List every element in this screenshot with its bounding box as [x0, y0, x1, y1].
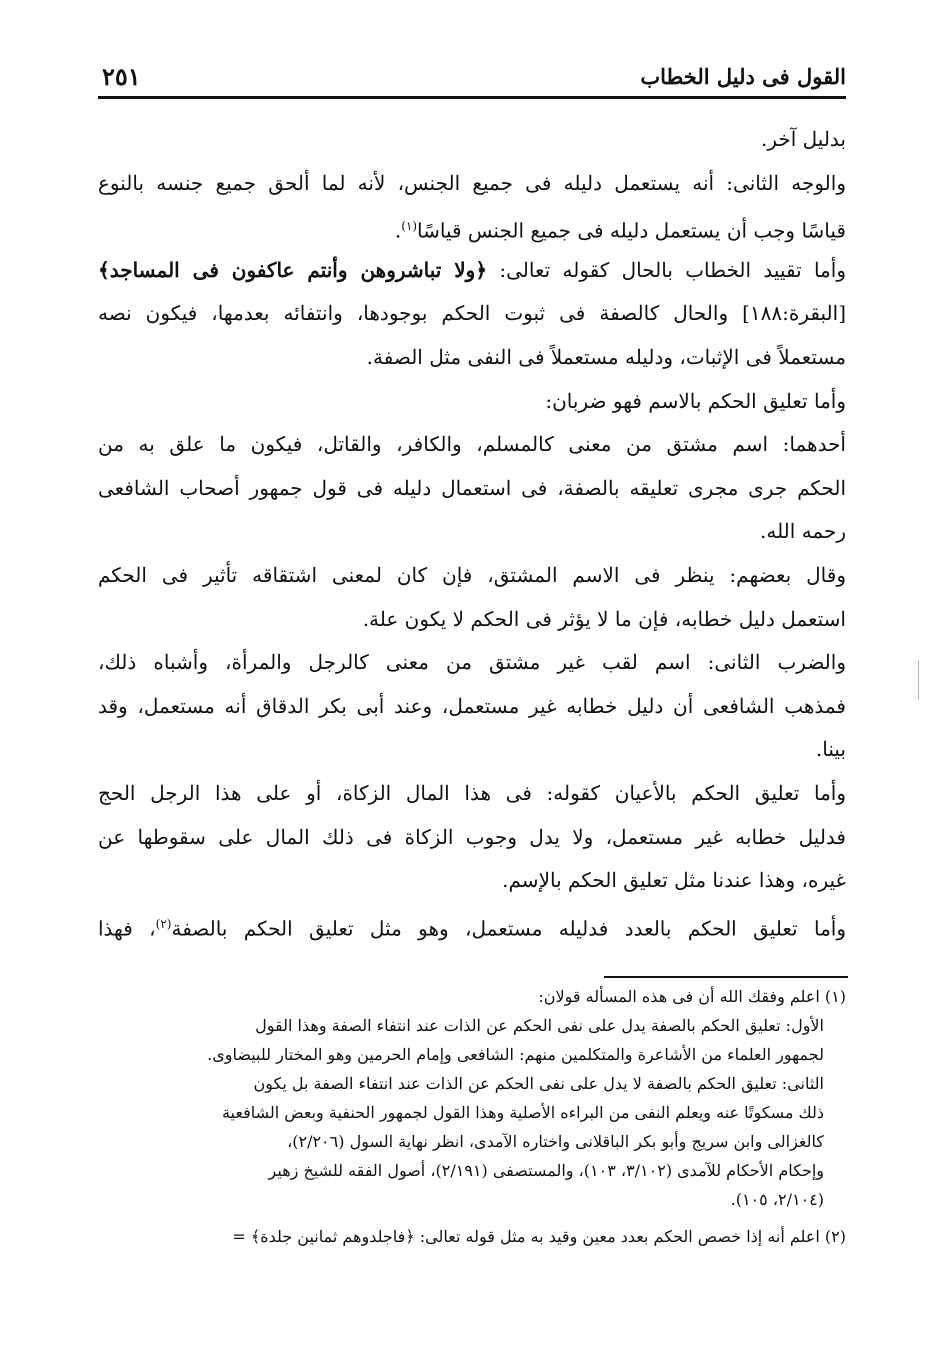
main-text: [98, 118, 846, 946]
text-line-11: وقال بعضهم: ينظر فى الاسم المشتق، فإن كان لمعنى اشتقاقه تأثير فى الحكم: [98, 562, 846, 587]
text-line-4-main: وأما تقييد الخطاب بالحال كقوله تعالى:: [487, 257, 846, 282]
footnote-ref-1[interactable]: (١): [401, 219, 418, 234]
text-line-8: أحدهما: اسم مشتق من معنى كالمسلم، والكافر، والقاتل، فيكون ما علق به من: [98, 432, 846, 457]
text-line-3-main: قياسًا وجب أن يستعمل دليله فى جميع الجنس قياسًا: [417, 218, 846, 243]
text-line-14: فمذهب الشافعى أن دليل خطابه غير مستعمل، وعند أبى بكر الدقاق أنه مستعمل، وقد: [98, 693, 846, 718]
footnote-line-8: (٢/١٠٤، ١٠٥).: [730, 1190, 824, 1209]
text-line-19: [98, 903, 846, 947]
text-line-19-main: وأما تعليق الحكم بالعدد فدليله مستعمل، وهو مثل تعليق الحكم بالصفة: [171, 916, 846, 941]
page-number: ٢٥١: [102, 62, 141, 91]
margin-mark: [918, 660, 919, 700]
footnote-ref-2[interactable]: (٢): [155, 916, 172, 931]
footnote-separator: [604, 976, 848, 978]
text-line-9: الحكم جرى مجرى تعليقه بالصفة، فى استعمال دليله فى قول جمهور أصحاب الشافعى: [98, 475, 846, 500]
footnote-line-9: (٢) اعلم أنه إذا خصص الحكم بعدد معين وقيد به مثل قوله تعالى: ﴿فاجلدوهم ثمانين جلدة﴾ =: [232, 1227, 846, 1246]
text-line-6: مستعملاً فى الإثبات، ودليله مستعملاً فى النفى مثل الصفة.: [366, 344, 846, 369]
text-line-17: فدليل خطابه غير مستعمل، ولا يدل وجوب الزكاة فى ذلك المال على سقوطها عن: [98, 824, 846, 849]
footnote-line-7: وإحكام الأحكام للآمدى (٣/١٠٢، ١٠٣)، والمستصفى (٢/١٩١)، أصول الفقه للشيخ زهير: [268, 1161, 824, 1180]
footnote-line-2: الأول: تعليق الحكم بالصفة يدل على نفى الحكم عن الذات عند انتفاء الصفة وهذا القول: [255, 1016, 824, 1035]
text-line-13: والضرب الثانى: اسم لقب غير مشتق من معنى كالرجل والمرأة، وأشباه ذلك،: [98, 650, 846, 675]
footnotes: [98, 982, 846, 1251]
text-line-12: استعمل دليل خطابه، فإن ما لا يؤثر فى الحكم لا يكون علة.: [362, 606, 846, 631]
text-line-10: رحمه الله.: [759, 519, 846, 544]
text-line-4: [98, 249, 846, 293]
text-line-15: بينا.: [815, 737, 846, 762]
footnote-line-6: كالغزالى وابن سريج وأبو بكر الباقلانى واختاره الآمدى، انظر نهاية السول (٢/٢٠٦)،: [287, 1132, 824, 1151]
text-line-1: بدليل آخر.: [760, 127, 846, 151]
page-header: [98, 62, 846, 99]
text-line-7: وأما تعليق الحكم بالاسم فهو ضربان:: [545, 388, 846, 413]
footnote-line-3: لجمهور العلماء من الأشاعرة والمتكلمين منهم: الشافعى وإمام الحرمين وهو المختار للبيضاوى.: [207, 1045, 824, 1064]
text-line-18: غيره، وهذا عندنا مثل تعليق الحكم بالإسم.: [502, 868, 846, 893]
text-line-3-end: .: [394, 218, 402, 243]
footnote-line-5: ذلك مسكوتًا عنه ويعلم النفى من البراءه الأصلية وهذا القول لجمهور الحنفية وبعض الشافعية: [221, 1103, 824, 1122]
text-line-3: [98, 205, 846, 249]
footnote-line-1: (١) اعلم وفقك الله أن فى هذه المسأله قولان:: [538, 987, 846, 1006]
text-line-2: والوجه الثانى: أنه يستعمل دليله فى جميع الجنس، لأنه لما ألحق جميع جنسه بالنوع: [98, 170, 846, 195]
text-line-19-end: ، فهذا: [98, 916, 156, 941]
footnote-line-4: الثانى: تعليق الحكم بالصفة لا يدل على نفى الحكم عن الذات عند انتفاء الصفة بل يكون: [253, 1074, 824, 1093]
running-title: القول فى دليل الخطاب: [640, 64, 846, 89]
quran-verse: ﴿ولا تباشروهن وأنتم عاكفون فى المساجد﴾: [98, 257, 488, 282]
text-line-16: وأما تعليق الحكم بالأعيان كقوله: فى هذا المال الزكاة، أو على هذا الرجل الحج: [98, 780, 846, 805]
text-line-5: [البقرة:١٨٨] والحال كالصفة فى ثبوت الحكم بوجودها، وانتفائه بعدمها، فيكون نصه: [98, 301, 846, 326]
